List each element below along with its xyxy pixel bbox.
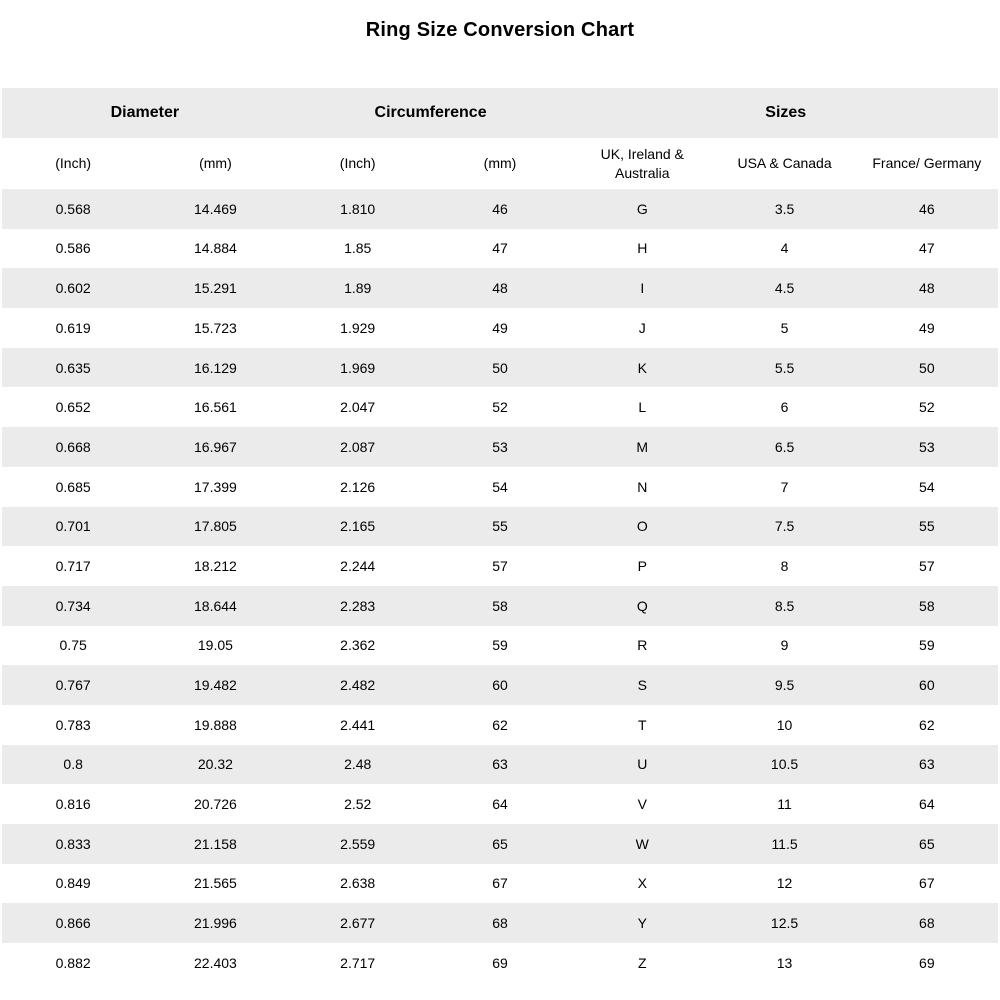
table-cell: 20.32 [197, 756, 233, 773]
table-cell: I [640, 280, 645, 297]
table-row [2, 903, 998, 943]
table-cell: 0.75 [59, 637, 87, 654]
table-cell: 58 [919, 597, 935, 614]
table-cell: 21.158 [194, 835, 237, 852]
table-cell: 1.85 [344, 240, 372, 257]
table-cell: 2.48 [344, 756, 372, 773]
table-body [2, 189, 998, 983]
table-cell: 46 [492, 200, 508, 217]
table-cell: 0.586 [55, 240, 91, 257]
table-cell: S [637, 677, 647, 693]
table-cell: 53 [919, 438, 935, 455]
column-header-diameter-inch: (Inch) [55, 155, 92, 172]
table-cell: 63 [492, 756, 508, 773]
table-cell: 3.5 [774, 200, 795, 217]
column-header-usa-canada: USA & Canada [737, 155, 832, 172]
table-cell: Q [636, 597, 648, 614]
table-cell: 6 [780, 399, 789, 416]
table-cell: 7.5 [774, 518, 795, 535]
table-cell: R [637, 637, 648, 654]
table-cell: N [637, 478, 648, 495]
table-cell: U [637, 756, 648, 773]
table-cell: 16.561 [194, 399, 237, 416]
table-row [2, 348, 998, 388]
table-cell: 9.5 [774, 677, 795, 693]
table-cell: 47 [492, 240, 508, 257]
table-cell: O [636, 518, 648, 535]
group-header-sizes: Sizes [765, 103, 807, 121]
table-cell: 2.087 [340, 438, 376, 455]
table-cell: 68 [919, 915, 935, 932]
table-cell: 54 [492, 478, 508, 495]
table-cell: 48 [492, 280, 508, 297]
table-cell: 0.668 [55, 438, 91, 455]
table-cell: 2.559 [340, 835, 376, 852]
table-cell: 1.929 [340, 319, 376, 336]
table-cell: 55 [919, 518, 935, 535]
table-cell: 2.638 [340, 875, 376, 892]
table-cell: 11.5 [771, 835, 798, 852]
table-cell: 6.5 [774, 438, 795, 455]
table-row [2, 229, 998, 269]
table-cell: 1.969 [340, 359, 376, 376]
table-cell: 8.5 [774, 597, 795, 614]
table-cell: 67 [919, 875, 935, 892]
table-cell: K [637, 359, 647, 376]
table-cell: 1.89 [344, 280, 372, 297]
table-cell: 2.717 [340, 954, 376, 971]
group-header-diameter: Diameter [110, 103, 180, 121]
table-cell: M [636, 438, 649, 455]
table-cell: W [635, 835, 649, 852]
ring-size-table [2, 88, 998, 983]
table-cell: 2.441 [340, 716, 376, 733]
table-cell: 52 [919, 399, 935, 416]
table-row [2, 864, 998, 904]
table-cell: 0.635 [55, 359, 91, 376]
table-cell: 60 [492, 677, 508, 693]
table-cell: 0.619 [55, 319, 91, 336]
table-cell: 69 [919, 954, 935, 971]
table-cell: J [638, 319, 646, 336]
table-cell: 65 [492, 835, 508, 852]
group-header-circumference: Circumference [374, 103, 487, 121]
table-cell: 0.602 [55, 280, 91, 297]
column-header-diameter-mm: (mm) [199, 155, 232, 172]
table-cell: 7 [780, 478, 789, 495]
table-cell: 0.8 [63, 756, 83, 773]
column-header-circumference-mm: (mm) [483, 155, 517, 172]
table-cell: 8 [780, 557, 789, 574]
table-cell: 5 [780, 319, 789, 336]
table-cell: 2.165 [340, 518, 376, 535]
table-cell: 65 [919, 835, 935, 852]
table-cell: 58 [492, 597, 508, 614]
table-cell: 16.967 [194, 438, 237, 455]
table-cell: 68 [492, 915, 508, 932]
column-header-row [2, 138, 998, 189]
table-cell: 0.783 [55, 716, 91, 733]
table-cell: 15.291 [194, 280, 237, 297]
table-row [2, 467, 998, 507]
table-cell: Z [637, 954, 647, 971]
table-row [2, 824, 998, 864]
table-cell: 67 [492, 875, 508, 892]
table-cell: 21.565 [194, 875, 237, 892]
table-cell: 2.362 [340, 637, 376, 654]
table-cell: X [637, 875, 647, 892]
table-cell: 55 [492, 518, 508, 535]
table-cell: 62 [919, 716, 935, 733]
column-header-france-germany: France/ Germany [872, 155, 982, 172]
table-cell: 12 [776, 875, 793, 892]
table-row [2, 507, 998, 547]
table-cell: L [638, 399, 647, 416]
table-cell: 14.469 [194, 200, 237, 217]
table-cell: 17.399 [194, 478, 237, 495]
table-cell: 13 [776, 954, 793, 971]
table-cell: P [637, 557, 647, 574]
table-cell: 57 [919, 557, 935, 574]
table-cell: 15.723 [194, 319, 237, 336]
table-row [2, 427, 998, 467]
table-cell: 11 [777, 796, 792, 813]
table-cell: 0.882 [55, 954, 91, 971]
table-row [2, 665, 998, 705]
table-row [2, 745, 998, 785]
table-cell: 19.888 [194, 716, 237, 733]
table-cell: 64 [919, 796, 935, 813]
table-cell: 2.047 [340, 399, 376, 416]
table-row [2, 387, 998, 427]
table-cell: 48 [919, 280, 935, 297]
table-cell: 10.5 [770, 756, 799, 773]
table-cell: 2.126 [340, 478, 376, 495]
table-cell: 57 [492, 557, 508, 574]
table-cell: 0.866 [55, 915, 91, 932]
table-cell: 22.403 [194, 954, 237, 971]
table-cell: 2.482 [340, 677, 376, 693]
column-header-circumference-inch: (Inch) [339, 155, 376, 172]
table-cell: 54 [919, 478, 935, 495]
table-cell: 19.482 [194, 677, 237, 693]
table-row [2, 586, 998, 626]
table-cell: 2.283 [340, 597, 376, 614]
table-cell: 0.701 [55, 518, 91, 535]
table-cell: 49 [492, 319, 508, 336]
table-cell: 10 [776, 716, 793, 733]
table-cell: 52 [492, 399, 508, 416]
table-cell: 14.884 [194, 240, 237, 257]
table-cell: 20.726 [194, 796, 237, 813]
table-cell: 49 [919, 319, 935, 336]
table-row [2, 626, 998, 666]
table-row [2, 943, 998, 983]
table-cell: 0.833 [55, 835, 91, 852]
table-row [2, 705, 998, 745]
table-cell: 2.52 [344, 796, 372, 813]
table-cell: 2.677 [340, 915, 376, 932]
table-cell: 0.767 [55, 677, 91, 693]
table-cell: G [636, 200, 648, 217]
table-row [2, 189, 998, 229]
table-cell: 12.5 [770, 915, 799, 932]
table-cell: T [637, 716, 647, 733]
table-cell: 2.244 [340, 557, 376, 574]
table-cell: 0.816 [55, 796, 91, 813]
table-cell: 0.652 [55, 399, 91, 416]
table-cell: Y [637, 915, 647, 932]
table-cell: 5.5 [774, 359, 795, 376]
table-cell: 46 [919, 200, 935, 217]
table-cell: 17.805 [194, 518, 237, 535]
table-cell: 50 [919, 359, 935, 376]
table-cell: 4.5 [774, 280, 795, 297]
group-header-row [2, 88, 998, 138]
table-row [2, 268, 998, 308]
table-cell: 0.849 [55, 875, 91, 892]
table-cell: 1.810 [340, 200, 376, 217]
table-cell: 47 [919, 240, 935, 257]
table-row [2, 308, 998, 348]
table-cell: 59 [492, 637, 508, 654]
table-cell: V [637, 796, 647, 813]
table-cell: 18.644 [194, 597, 237, 614]
table-cell: 53 [492, 438, 508, 455]
table-cell: 16.129 [194, 359, 237, 376]
table-cell: 18.212 [194, 557, 237, 574]
table-cell: 9 [780, 637, 789, 654]
table-cell: H [637, 240, 648, 257]
table-cell: 69 [492, 954, 508, 971]
column-header-uk-ireland-australia: UK, Ireland & Australia [600, 146, 684, 181]
table-cell: 19.05 [197, 637, 233, 654]
table-row [2, 784, 998, 824]
table-cell: 62 [492, 716, 508, 733]
table-cell: 63 [919, 756, 935, 773]
page-title: Ring Size Conversion Chart [365, 19, 635, 41]
table-cell: 64 [492, 796, 508, 813]
table-cell: 0.734 [55, 597, 91, 614]
table-cell: 0.568 [55, 200, 91, 217]
table-cell: 59 [919, 637, 935, 654]
table-cell: 60 [919, 677, 935, 693]
table-cell: 4 [780, 240, 789, 257]
table-cell: 0.685 [55, 478, 91, 495]
table-row [2, 546, 998, 586]
table-cell: 21.996 [194, 915, 237, 932]
table-cell: 0.717 [55, 557, 91, 574]
table-cell: 50 [492, 359, 508, 376]
